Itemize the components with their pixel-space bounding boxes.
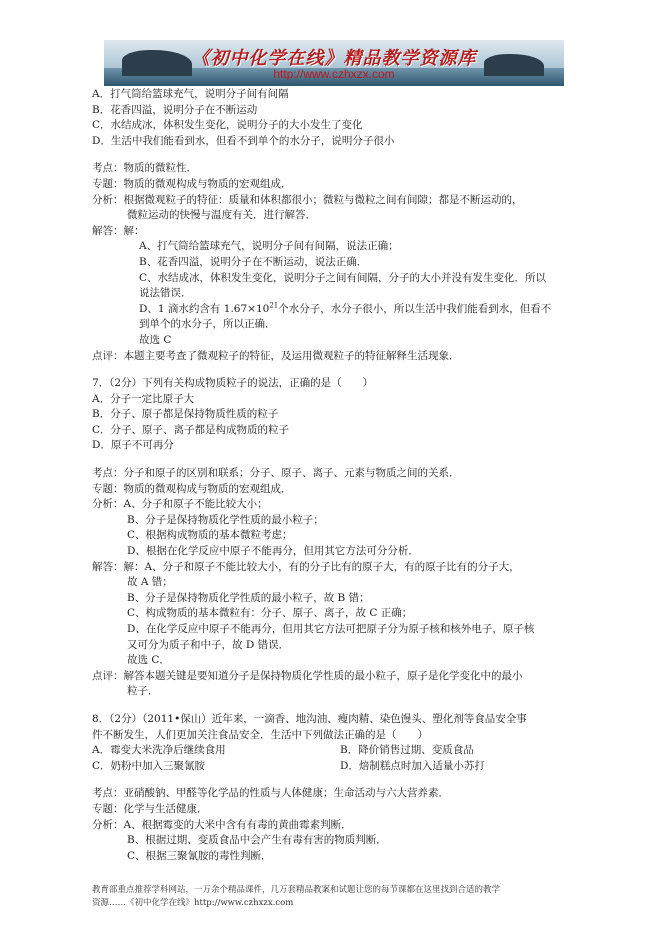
q7-jieda-line: 又可分为质子和中子，故 D 错误．	[127, 638, 290, 651]
q8-stem: 8．（2分）（2011•保山）近年来，一滴香、地沟油、瘦肉精、染色馒头、塑化剂等食品安全事	[92, 712, 527, 725]
q7-option-d: D．原子不可再分	[92, 439, 174, 452]
banner-title: 《初中化学在线》精品教学资源库	[191, 48, 477, 69]
q7-jieda-first: 解答：解：A、分子和原子不能比较大小，有的分子比有的原子大，有的原子比有的分子大，	[92, 560, 520, 573]
q7-fenxi-first: 分析：A、分子和原子不能比较大小；	[92, 498, 268, 511]
q7-option-a: A．分子一定比原子大	[92, 392, 195, 405]
q6-jieda-d-exponent: 21	[269, 301, 279, 310]
q7-fenxi-line: B、分子是保持物质化学性质的最小粒子；	[127, 513, 324, 526]
q6-jieda-line: 说法错误．	[139, 287, 192, 300]
q6-jieda-label: 解答：解：	[92, 224, 145, 237]
q6-jieda-line: C、水结成冰，体积发生变化，说明分子之间有间隔，分子的大小并没有发生变化．所以	[139, 271, 547, 284]
q7-jieda-line: D、在化学反应中原子不能再分，但用其它方法可把原子分为原子核和核外电子，原子核	[127, 623, 535, 635]
q7-jieda-choice: 故选 C．	[127, 654, 170, 667]
q8-option-c: C．奶粉中加入三聚氰胺	[92, 759, 206, 772]
q7-jieda-line: C、构成物质的基本微粒有：分子、原子、离子，故 C 正确；	[127, 607, 413, 620]
q6-jieda-choice: 故选 C	[139, 333, 172, 346]
q6-jieda-d-pre: D、1 滴水约含有 1.67×10	[139, 302, 270, 315]
footer-line: 资源……《初中化学在线》http://www.czhxzx.com	[92, 898, 294, 908]
q7-zhuanti: 专题：物质的微观构成与物质的宏观组成．	[92, 482, 292, 495]
q7-stem: 7．（2分）下列有关构成物质粒子的说法，正确的是（ ）	[92, 377, 374, 390]
q6-jieda-line: A、打气筒给篮球充气，说明分子间有间隔，说法正确；	[139, 240, 399, 253]
page-footer	[92, 884, 592, 910]
q7-jieda-line: 故 A 错；	[127, 576, 173, 589]
q6-jieda-line: 到单个的水分子，所以正确．	[139, 318, 276, 331]
banner-url[interactable]: http://www.czhxzx.com	[273, 67, 395, 81]
q8-options-row	[92, 759, 582, 775]
header-banner	[104, 40, 564, 86]
q7-fenxi-line: C、根据构成物质的基本微粒考虑；	[127, 529, 293, 542]
q8-fenxi-line: B、根据过期、变质食品中会产生有毒有害的物质判断．	[127, 834, 387, 847]
q8-fenxi-first: 分析：A、根据霉变的大米中含有有毒的黄曲霉素判断．	[92, 818, 352, 831]
q6-dianping: 点评：本题主要考查了微观粒子的特征，及运用微观粒子的特征解释生活现象．	[92, 349, 460, 362]
q6-option-b: B．花香四溢，说明分子在不断运动	[92, 103, 258, 116]
q6-option-c: C．水结成冰，体积发生变化，说明分子的大小发生了变化	[92, 119, 363, 132]
q6-kaodian: 考点：物质的微粒性．	[92, 162, 197, 175]
q7-option-c: C．分子、原子、离子都是构成物质的粒子	[92, 423, 290, 436]
q8-stem-cont: 件不断发生，人们更加关注食品安全．生活中下列做法正确的是（ ）	[92, 728, 428, 741]
q6-zhuanti: 专题：物质的微观构成与物质的宏观组成．	[92, 177, 292, 190]
q7-kaodian: 考点：分子和原子的区别和联系；分子、原子、离子、元素与物质之间的关系．	[92, 467, 460, 480]
q8-kaodian: 考点：亚硝酸钠、甲醛等化学品的性质与人体健康；生命活动与六大营养素．	[92, 787, 449, 800]
footer-line: 教育部重点推荐学科网站，一万余个精品课件，几万套精品教案和试题让您的每节课都在这里找到合适的教学	[92, 885, 501, 895]
q8-option-d: D．焙制糕点时加入适量小苏打	[340, 759, 485, 772]
q6-jieda-d-post: 个水分子，水分子很小，所以生活中我们能看到水，但看不	[278, 302, 552, 315]
q6-jieda-d-line	[92, 302, 582, 318]
q6-fenxi-line: 微粒运动的快慢与温度有关．进行解答．	[127, 209, 316, 222]
q8-option-b: B．降价销售过期、变质食品	[340, 744, 474, 757]
q6-fenxi-line: 分析：根据微观粒子的特征：质量和体积都很小；微粒与微粒之间有间隙；都是不断运动的，	[92, 193, 523, 206]
document-body	[92, 87, 582, 864]
q6-option-a: A．打气筒给篮球充气，说明分子间有间隔	[92, 88, 289, 100]
q8-zhuanti: 专题：化学与生活健康．	[92, 802, 208, 815]
q7-option-b: B．分子、原子都是保持物质性质的粒子	[92, 408, 279, 421]
q6-jieda-line: B、花香四溢，说明分子在不断运动，说法正确．	[139, 255, 368, 268]
q7-dianping: 点评：解答本题关键是要知道分子是保持物质化学性质的最小粒子，原子是化学变化中的最小	[92, 669, 523, 682]
q8-options-row	[92, 743, 582, 759]
q7-fenxi-line: D、根据在化学反应中原子不能再分，但用其它方法可分分析．	[127, 545, 419, 558]
q7-jieda-line: B、分子是保持物质化学性质的最小粒子，故 B 错；	[127, 591, 370, 604]
q6-option-d: D．生活中我们能看到水，但看不到单个的水分子，说明分子很小	[92, 134, 395, 147]
q8-fenxi-line: C、根据三聚氰胺的毒性判断．	[127, 849, 272, 862]
q7-dianping-cont: 粒子．	[127, 685, 159, 698]
q8-option-a: A．霉变大米洗净后继续食用	[92, 744, 226, 757]
